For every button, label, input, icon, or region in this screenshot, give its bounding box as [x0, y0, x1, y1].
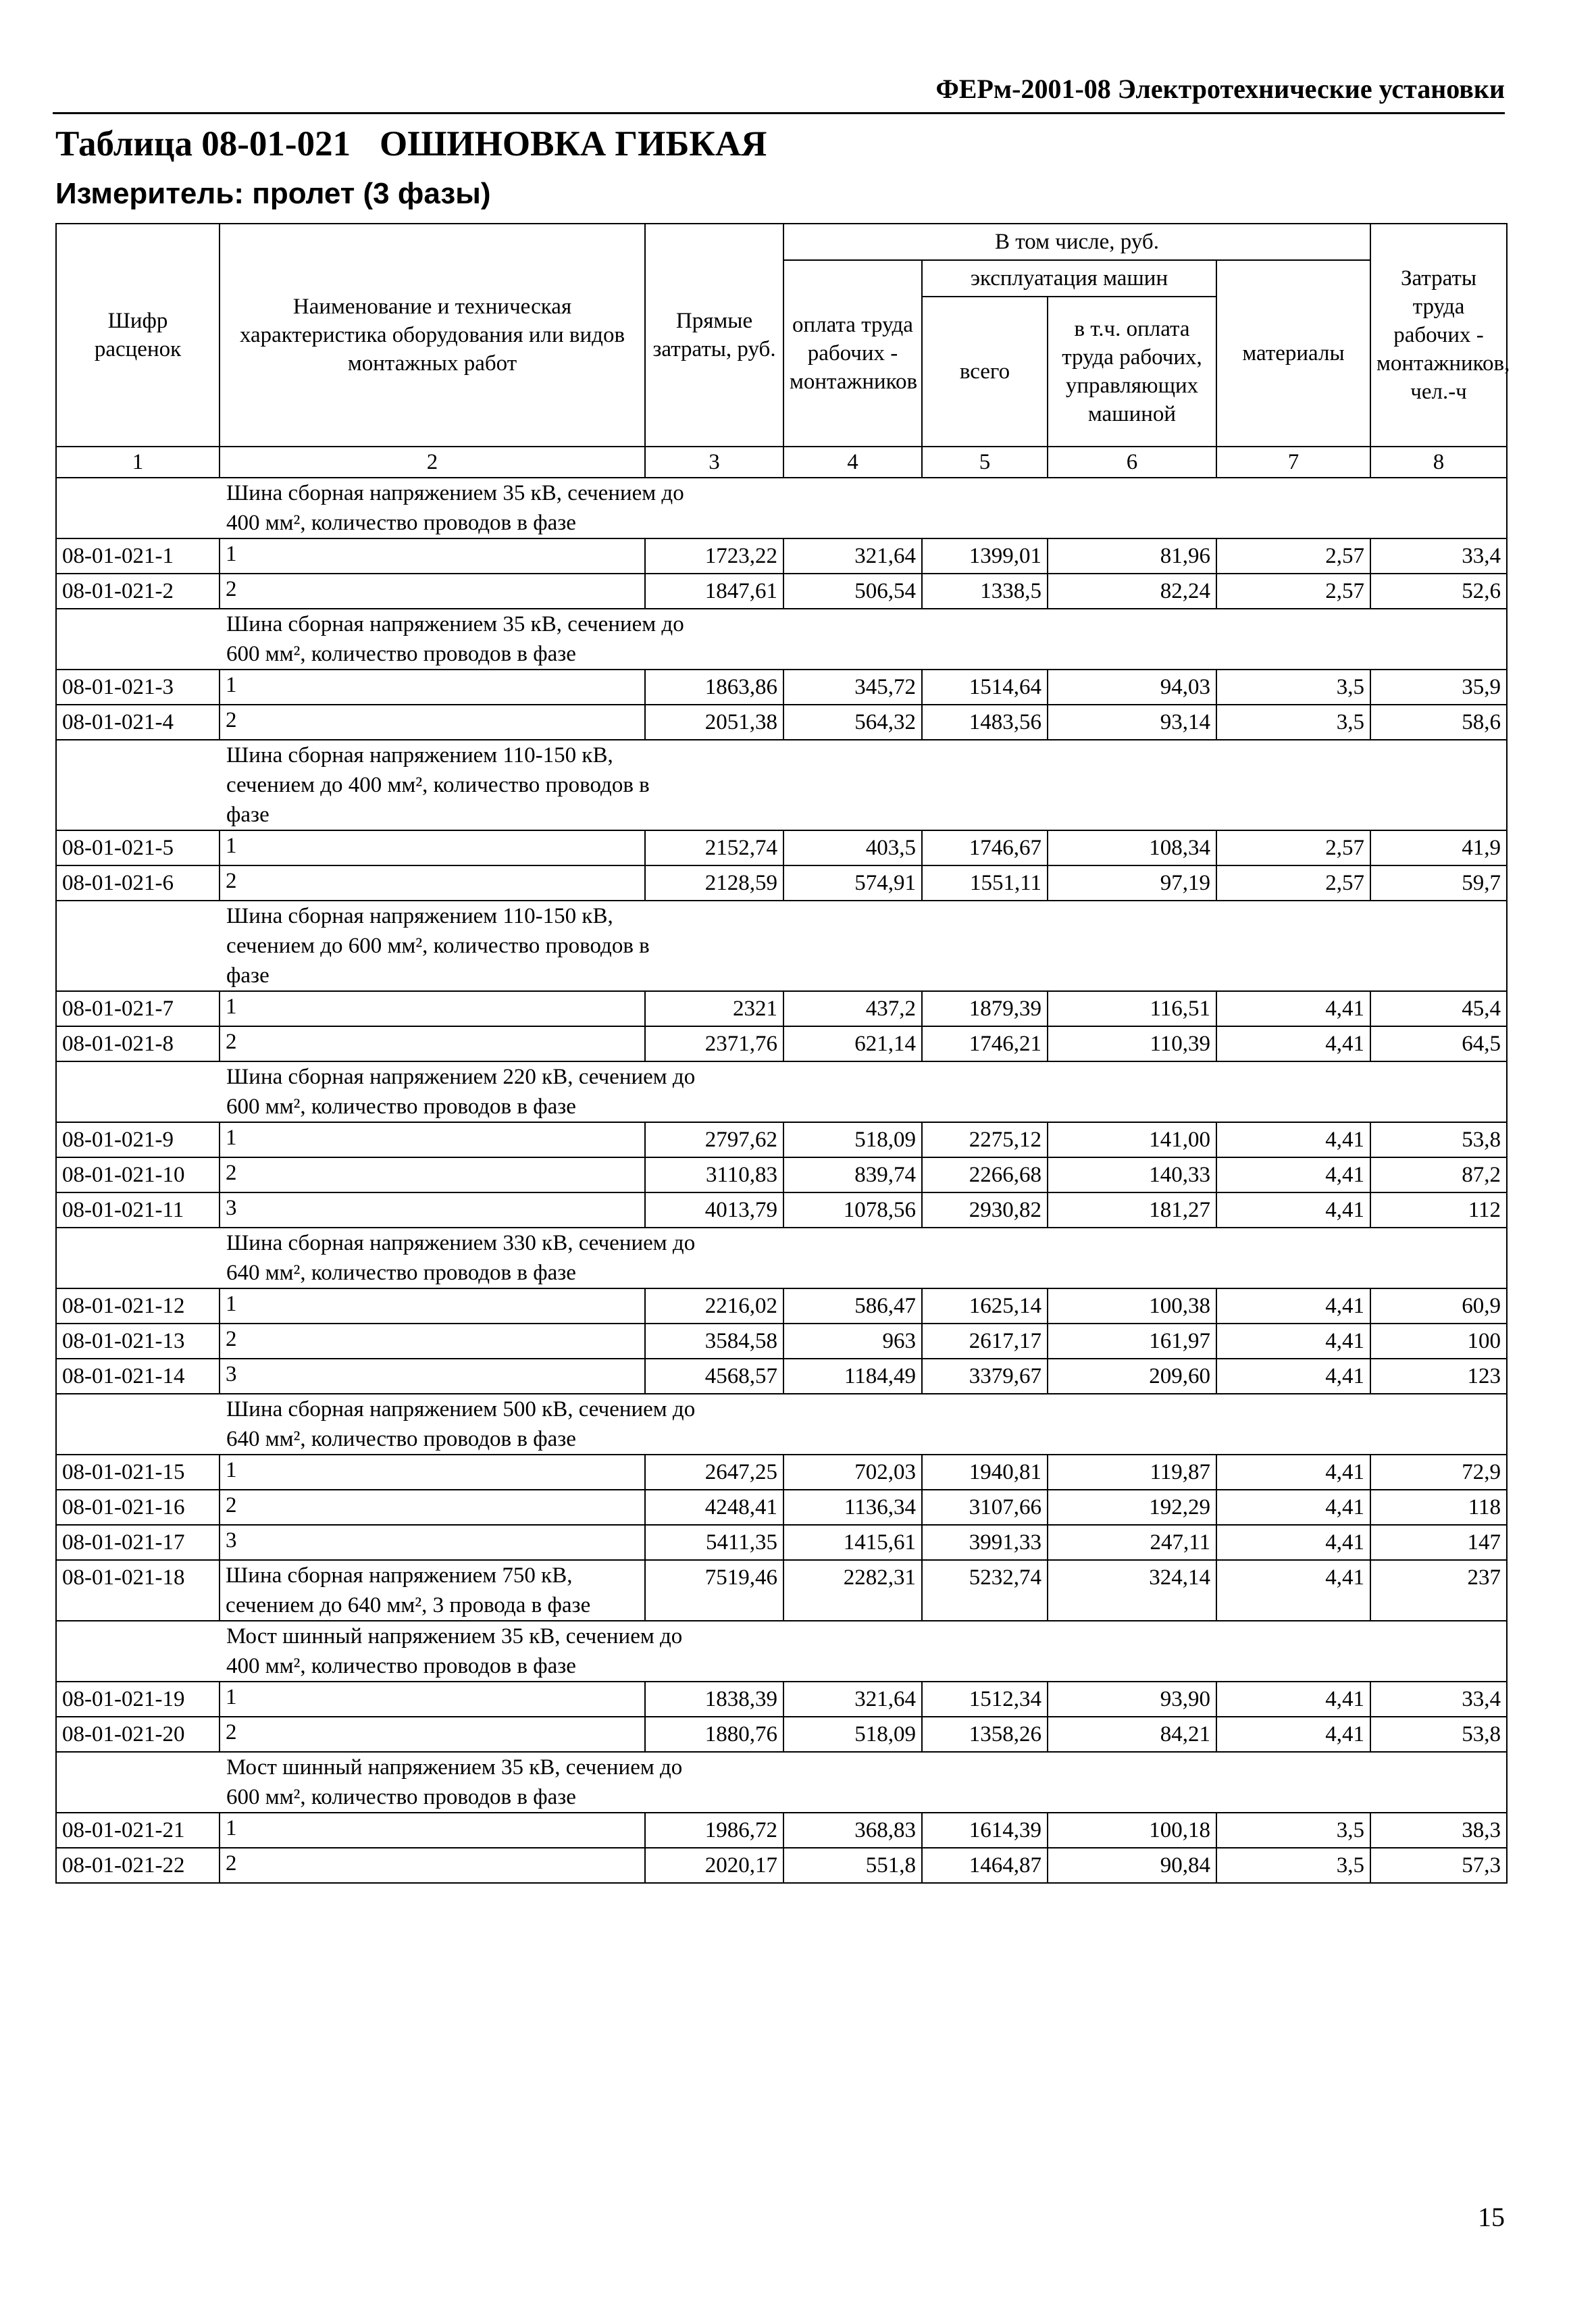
- value-labor: 839,74: [783, 1157, 922, 1192]
- group-code-cell: [56, 740, 220, 830]
- value-direct: 5411,35: [645, 1525, 783, 1560]
- group-title: Шина сборная напряжением 35 кВ, сечением до 400 мм², количество проводов в фазе: [220, 478, 1507, 538]
- col-including-header: В том числе, руб.: [783, 224, 1370, 260]
- value-labor: 403,5: [783, 830, 922, 865]
- rate-name: 3: [220, 1359, 645, 1394]
- group-header-row: [56, 1228, 1507, 1288]
- value-mach-labor: 100,38: [1048, 1288, 1216, 1324]
- value-mach: 1512,34: [922, 1682, 1048, 1717]
- value-labor: 574,91: [783, 865, 922, 901]
- rate-name: 2: [220, 1717, 645, 1752]
- rate-name: 2: [220, 1157, 645, 1192]
- table-row: [56, 1717, 1507, 1752]
- rate-name: 1: [220, 1813, 645, 1848]
- rate-name: 1: [220, 1682, 645, 1717]
- group-header-row: [56, 740, 1507, 830]
- value-mach-labor: 116,51: [1048, 991, 1216, 1026]
- table-title: [55, 124, 767, 164]
- rate-code: 08-01-021-7: [56, 991, 220, 1026]
- value-mach-labor: 181,27: [1048, 1192, 1216, 1228]
- value-labor: 551,8: [783, 1848, 922, 1883]
- value-labor: 2282,31: [783, 1560, 922, 1621]
- value-materials: 4,41: [1216, 1157, 1370, 1192]
- column-number: 2: [220, 447, 645, 478]
- value-hours: 237: [1370, 1560, 1507, 1621]
- rate-name: 3: [220, 1192, 645, 1228]
- rate-name: 1: [220, 670, 645, 705]
- rate-code: 08-01-021-19: [56, 1682, 220, 1717]
- value-direct: 2797,62: [645, 1122, 783, 1157]
- value-direct: 3584,58: [645, 1324, 783, 1359]
- value-materials: 2,57: [1216, 865, 1370, 901]
- table-row: [56, 1359, 1507, 1394]
- value-materials: 4,41: [1216, 1560, 1370, 1621]
- group-code-cell: [56, 1061, 220, 1122]
- value-direct: 2321: [645, 991, 783, 1026]
- value-hours: 72,9: [1370, 1455, 1507, 1490]
- column-number: 1: [56, 447, 220, 478]
- measure-unit: Измеритель: пролет (3 фазы): [55, 177, 491, 210]
- value-labor: 963: [783, 1324, 922, 1359]
- value-hours: 53,8: [1370, 1717, 1507, 1752]
- value-mach-labor: 161,97: [1048, 1324, 1216, 1359]
- group-code-cell: [56, 1752, 220, 1813]
- value-direct: 1863,86: [645, 670, 783, 705]
- value-mach-labor: 84,21: [1048, 1717, 1216, 1752]
- col-machines-header: эксплуатация машин: [922, 260, 1216, 297]
- rate-code: 08-01-021-2: [56, 574, 220, 609]
- rates-table: [55, 223, 1508, 1884]
- value-mach: 1614,39: [922, 1813, 1048, 1848]
- table-row: [56, 1525, 1507, 1560]
- value-mach-labor: 97,19: [1048, 865, 1216, 901]
- value-hours: 147: [1370, 1525, 1507, 1560]
- rate-code: 08-01-021-10: [56, 1157, 220, 1192]
- rate-code: 08-01-021-20: [56, 1717, 220, 1752]
- value-mach-labor: 93,90: [1048, 1682, 1216, 1717]
- value-mach: 1483,56: [922, 705, 1048, 740]
- value-labor: 518,09: [783, 1717, 922, 1752]
- value-mach-labor: 192,29: [1048, 1490, 1216, 1525]
- col-name-header: Наименование и техническая характеристика оборудования или видов монтажных работ: [220, 224, 645, 447]
- value-materials: 3,5: [1216, 670, 1370, 705]
- value-direct: 7519,46: [645, 1560, 783, 1621]
- table-row: [56, 1490, 1507, 1525]
- value-materials: 4,41: [1216, 1359, 1370, 1394]
- value-materials: 4,41: [1216, 1288, 1370, 1324]
- rate-code: 08-01-021-12: [56, 1288, 220, 1324]
- group-title: Шина сборная напряжением 110-150 кВ, сечением до 400 мм², количество проводов в фазе: [220, 740, 1507, 830]
- group-title: Шина сборная напряжением 330 кВ, сечением до 640 мм², количество проводов в фазе: [220, 1228, 1507, 1288]
- rate-name: 2: [220, 1490, 645, 1525]
- rate-code: 08-01-021-5: [56, 830, 220, 865]
- rate-name: 2: [220, 1026, 645, 1061]
- rate-code: 08-01-021-17: [56, 1525, 220, 1560]
- value-mach-labor: 94,03: [1048, 670, 1216, 705]
- value-mach: 2617,17: [922, 1324, 1048, 1359]
- col-materials-header: материалы: [1216, 260, 1370, 447]
- rate-code: 08-01-021-21: [56, 1813, 220, 1848]
- value-labor: 564,32: [783, 705, 922, 740]
- column-number: 6: [1048, 447, 1216, 478]
- rate-code: 08-01-021-16: [56, 1490, 220, 1525]
- value-materials: 4,41: [1216, 1122, 1370, 1157]
- value-materials: 4,41: [1216, 1717, 1370, 1752]
- value-direct: 4248,41: [645, 1490, 783, 1525]
- value-mach-labor: 90,84: [1048, 1848, 1216, 1883]
- value-direct: 2371,76: [645, 1026, 783, 1061]
- value-labor: 1078,56: [783, 1192, 922, 1228]
- value-mach-labor: 100,18: [1048, 1813, 1216, 1848]
- header-rule: [53, 112, 1505, 114]
- value-hours: 41,9: [1370, 830, 1507, 865]
- group-header-row: [56, 1621, 1507, 1682]
- group-code-cell: [56, 901, 220, 991]
- value-materials: 4,41: [1216, 1324, 1370, 1359]
- value-hours: 118: [1370, 1490, 1507, 1525]
- value-mach-labor: 108,34: [1048, 830, 1216, 865]
- value-mach: 1514,64: [922, 670, 1048, 705]
- value-direct: 2216,02: [645, 1288, 783, 1324]
- table-row: [56, 1026, 1507, 1061]
- rate-name: 1: [220, 991, 645, 1026]
- group-header-row: [56, 1061, 1507, 1122]
- value-hours: 123: [1370, 1359, 1507, 1394]
- rate-name: 1: [220, 1288, 645, 1324]
- value-mach: 1879,39: [922, 991, 1048, 1026]
- rate-name: 2: [220, 865, 645, 901]
- col-direct-header: Прямые затраты, руб.: [645, 224, 783, 447]
- column-number: 4: [783, 447, 922, 478]
- value-materials: 3,5: [1216, 705, 1370, 740]
- value-materials: 2,57: [1216, 574, 1370, 609]
- group-title: Мост шинный напряжением 35 кВ, сечением до 600 мм², количество проводов в фазе: [220, 1752, 1507, 1813]
- value-hours: 38,3: [1370, 1813, 1507, 1848]
- value-mach: 1338,5: [922, 574, 1048, 609]
- value-direct: 1847,61: [645, 574, 783, 609]
- group-code-cell: [56, 478, 220, 538]
- value-direct: 1838,39: [645, 1682, 783, 1717]
- rate-code: 08-01-021-14: [56, 1359, 220, 1394]
- group-code-cell: [56, 609, 220, 670]
- rate-name: 2: [220, 1324, 645, 1359]
- value-direct: 2020,17: [645, 1848, 783, 1883]
- value-materials: 4,41: [1216, 991, 1370, 1026]
- table-head: [56, 224, 1510, 478]
- value-mach: 2266,68: [922, 1157, 1048, 1192]
- value-hours: 59,7: [1370, 865, 1507, 901]
- group-header-row: [56, 901, 1507, 991]
- value-labor: 368,83: [783, 1813, 922, 1848]
- value-hours: 52,6: [1370, 574, 1507, 609]
- group-title: Шина сборная напряжением 220 кВ, сечением до 600 мм², количество проводов в фазе: [220, 1061, 1507, 1122]
- table-row: [56, 1192, 1507, 1228]
- table-row: [56, 830, 1507, 865]
- rate-name: 1: [220, 538, 645, 574]
- rate-name: 3: [220, 1525, 645, 1560]
- table-row: [56, 1324, 1507, 1359]
- value-labor: 437,2: [783, 991, 922, 1026]
- value-materials: 4,41: [1216, 1026, 1370, 1061]
- table-row: [56, 538, 1507, 574]
- value-mach: 3379,67: [922, 1359, 1048, 1394]
- value-mach: 2930,82: [922, 1192, 1048, 1228]
- value-direct: 1880,76: [645, 1717, 783, 1752]
- value-mach: 1625,14: [922, 1288, 1048, 1324]
- value-hours: 45,4: [1370, 991, 1507, 1026]
- rate-name: 2: [220, 574, 645, 609]
- col-hours-header: Затраты труда рабочих - монтажников, чел.-ч: [1370, 224, 1507, 447]
- table-row: [56, 705, 1507, 740]
- rate-code: 08-01-021-22: [56, 1848, 220, 1883]
- group-header-row: [56, 1394, 1507, 1455]
- value-labor: 321,64: [783, 1682, 922, 1717]
- value-materials: 4,41: [1216, 1490, 1370, 1525]
- value-direct: 4013,79: [645, 1192, 783, 1228]
- value-direct: 2152,74: [645, 830, 783, 865]
- value-hours: 33,4: [1370, 1682, 1507, 1717]
- col-code-header: Шифр расценок: [56, 224, 220, 447]
- value-mach-labor: 140,33: [1048, 1157, 1216, 1192]
- group-title: Шина сборная напряжением 500 кВ, сечением до 640 мм², количество проводов в фазе: [220, 1394, 1507, 1455]
- value-mach: 2275,12: [922, 1122, 1048, 1157]
- value-hours: 53,8: [1370, 1122, 1507, 1157]
- value-hours: 58,6: [1370, 705, 1507, 740]
- value-materials: 4,41: [1216, 1192, 1370, 1228]
- value-labor: 345,72: [783, 670, 922, 705]
- table-row: [56, 1288, 1507, 1324]
- value-labor: 702,03: [783, 1455, 922, 1490]
- value-mach-labor: 247,11: [1048, 1525, 1216, 1560]
- value-direct: 1723,22: [645, 538, 783, 574]
- value-mach-labor: 110,39: [1048, 1026, 1216, 1061]
- value-labor: 321,64: [783, 538, 922, 574]
- value-direct: 2647,25: [645, 1455, 783, 1490]
- table-row: [56, 1682, 1507, 1717]
- table-row: [56, 1455, 1507, 1490]
- table-row: [56, 1560, 1507, 1621]
- table-name: ОШИНОВКА ГИБКАЯ: [380, 124, 767, 164]
- column-number: 7: [1216, 447, 1370, 478]
- rate-name: 1: [220, 1455, 645, 1490]
- value-labor: 586,47: [783, 1288, 922, 1324]
- rate-code: 08-01-021-3: [56, 670, 220, 705]
- value-labor: 1184,49: [783, 1359, 922, 1394]
- table-row: [56, 991, 1507, 1026]
- value-direct: 3110,83: [645, 1157, 783, 1192]
- value-materials: 4,41: [1216, 1525, 1370, 1560]
- value-direct: 2128,59: [645, 865, 783, 901]
- table-row: [56, 1122, 1507, 1157]
- value-materials: 4,41: [1216, 1682, 1370, 1717]
- value-hours: 33,4: [1370, 538, 1507, 574]
- value-materials: 4,41: [1216, 1455, 1370, 1490]
- table-body: [56, 478, 1507, 1883]
- value-hours: 64,5: [1370, 1026, 1507, 1061]
- col-labor-header: оплата труда рабочих - монтажников: [783, 260, 922, 447]
- group-header-row: [56, 1752, 1507, 1813]
- value-direct: 4568,57: [645, 1359, 783, 1394]
- table-row: [56, 1848, 1507, 1883]
- group-header-row: [56, 478, 1507, 538]
- value-mach: 1940,81: [922, 1455, 1048, 1490]
- table-row: [56, 1813, 1507, 1848]
- rate-code: 08-01-021-9: [56, 1122, 220, 1157]
- col-machines-total-header: всего: [922, 297, 1048, 447]
- rate-code: 08-01-021-6: [56, 865, 220, 901]
- table-row: [56, 574, 1507, 609]
- value-hours: 112: [1370, 1192, 1507, 1228]
- value-labor: 518,09: [783, 1122, 922, 1157]
- rate-code: 08-01-021-8: [56, 1026, 220, 1061]
- value-mach-labor: 324,14: [1048, 1560, 1216, 1621]
- rate-code: 08-01-021-13: [56, 1324, 220, 1359]
- rate-code: 08-01-021-18: [56, 1560, 220, 1621]
- value-materials: 3,5: [1216, 1813, 1370, 1848]
- rate-code: 08-01-021-11: [56, 1192, 220, 1228]
- group-title: Мост шинный напряжением 35 кВ, сечением до 400 мм², количество проводов в фазе: [220, 1621, 1507, 1682]
- value-mach: 1358,26: [922, 1717, 1048, 1752]
- rate-name: 2: [220, 705, 645, 740]
- value-mach-labor: 141,00: [1048, 1122, 1216, 1157]
- group-title: Шина сборная напряжением 35 кВ, сечением до 600 мм², количество проводов в фазе: [220, 609, 1507, 670]
- table-row: [56, 1157, 1507, 1192]
- page-number: 15: [1478, 2202, 1505, 2232]
- value-hours: 57,3: [1370, 1848, 1507, 1883]
- rate-code: 08-01-021-1: [56, 538, 220, 574]
- value-direct: 1986,72: [645, 1813, 783, 1848]
- value-materials: 2,57: [1216, 830, 1370, 865]
- value-mach: 1399,01: [922, 538, 1048, 574]
- running-title: ФЕРм-2001-08 Электротехнические установки: [935, 74, 1505, 104]
- value-mach: 1746,21: [922, 1026, 1048, 1061]
- value-materials: 3,5: [1216, 1848, 1370, 1883]
- group-code-cell: [56, 1621, 220, 1682]
- value-hours: 87,2: [1370, 1157, 1507, 1192]
- value-mach-labor: 82,24: [1048, 574, 1216, 609]
- value-labor: 1415,61: [783, 1525, 922, 1560]
- table-code: Таблица 08-01-021: [55, 124, 351, 164]
- value-mach-labor: 119,87: [1048, 1455, 1216, 1490]
- rate-name: 1: [220, 830, 645, 865]
- rate-code: 08-01-021-15: [56, 1455, 220, 1490]
- value-mach-labor: 93,14: [1048, 705, 1216, 740]
- value-hours: 35,9: [1370, 670, 1507, 705]
- table-row: [56, 865, 1507, 901]
- value-mach: 3107,66: [922, 1490, 1048, 1525]
- value-mach: 1551,11: [922, 865, 1048, 901]
- group-title: Шина сборная напряжением 110-150 кВ, сечением до 600 мм², количество проводов в фазе: [220, 901, 1507, 991]
- rate-name: Шина сборная напряжением 750 кВ, сечением до 640 мм², 3 провода в фазе: [220, 1560, 645, 1621]
- value-mach: 1746,67: [922, 830, 1048, 865]
- group-code-cell: [56, 1394, 220, 1455]
- value-labor: 1136,34: [783, 1490, 922, 1525]
- value-hours: 100: [1370, 1324, 1507, 1359]
- value-mach-labor: 209,60: [1048, 1359, 1216, 1394]
- rate-code: 08-01-021-4: [56, 705, 220, 740]
- column-number: 5: [922, 447, 1048, 478]
- rate-name: 2: [220, 1848, 645, 1883]
- value-labor: 506,54: [783, 574, 922, 609]
- value-mach: 1464,87: [922, 1848, 1048, 1883]
- value-mach-labor: 81,96: [1048, 538, 1216, 574]
- value-materials: 2,57: [1216, 538, 1370, 574]
- rate-name: 1: [220, 1122, 645, 1157]
- value-hours: 60,9: [1370, 1288, 1507, 1324]
- value-direct: 2051,38: [645, 705, 783, 740]
- column-number: 3: [645, 447, 783, 478]
- value-labor: 621,14: [783, 1026, 922, 1061]
- value-mach: 3991,33: [922, 1525, 1048, 1560]
- column-number: 8: [1370, 447, 1507, 478]
- col-machines-labor-header: в т.ч. оплата труда рабочих, управляющих машиной: [1048, 297, 1216, 447]
- group-code-cell: [56, 1228, 220, 1288]
- column-numbers-row: [56, 447, 1507, 478]
- table-row: [56, 670, 1507, 705]
- group-header-row: [56, 609, 1507, 670]
- value-mach: 5232,74: [922, 1560, 1048, 1621]
